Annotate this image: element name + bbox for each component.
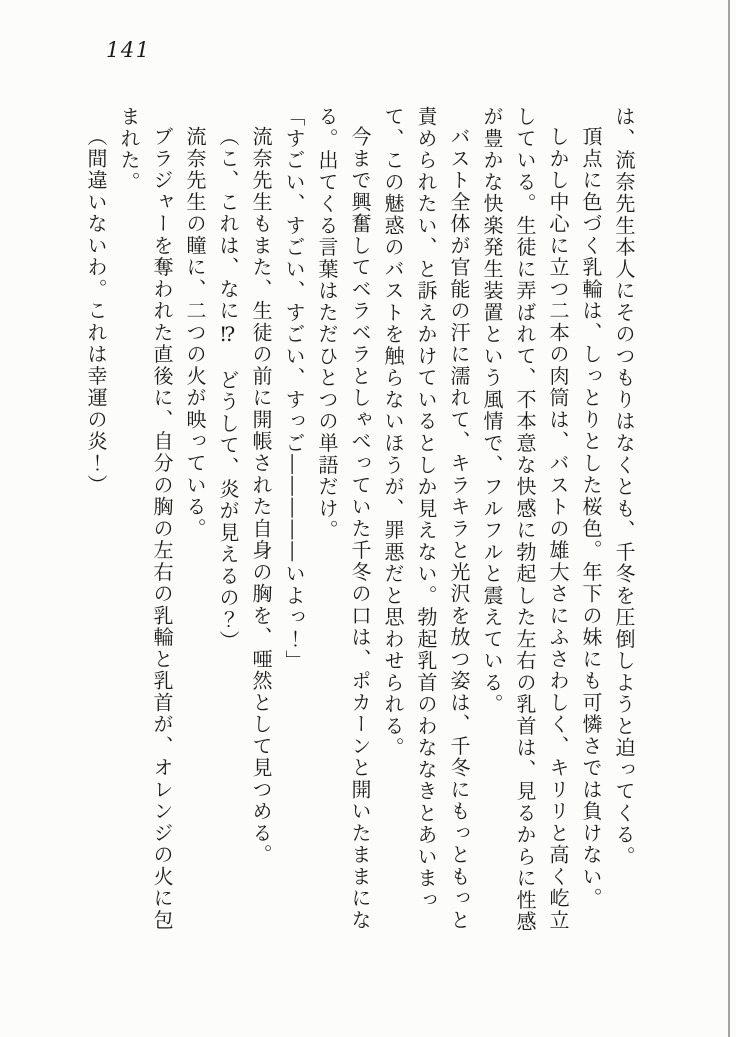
page-number: 141 — [106, 38, 151, 62]
paragraph: 今まで興奮してベラベラとしゃべっていた千冬の口は、ポカーンと開いたままになる。出てくる言葉はただひとつの単語だけ。 — [315, 106, 372, 932]
body-text — [74, 106, 640, 938]
paragraph: 頂点に色づく乳輪は、しっとりとした桜色。年下の妹にも可憐さでは負けない。 — [579, 126, 603, 910]
paragraph: 「すごい、すごい、すごい、すっご―――――いよっ！」 — [282, 106, 306, 672]
paragraph: しかし中心に立つ二本の肉筒は、バストの雄大さにふさわしく、キリリと高く屹立している。生徒に弄ばれて、不本意な快感に勃起した左右の乳首は、見るからに性感が豊かな快楽発生装置という風情で、フルフルと震えている。 — [480, 106, 570, 933]
page-edge-line — [728, 0, 730, 1037]
paragraph: バスト全体が官能の汗に濡れて、キラキラと光沢を放つ姿は、千冬にもっともっと責められたい、と訴えかけているとしか見えない。勃起乳首のわななきとあいまって、この魅惑のバストを触らないほうが、罪悪だと思わせられる。 — [381, 106, 471, 932]
paragraph: 流奈先生の瞳に、二つの火が映っている。 — [183, 126, 207, 540]
paragraph: 流奈先生もまた、生徒の前に開帳された自身の胸を、唖然として見つめる。 — [249, 126, 273, 866]
paragraph: （こ、これは、なに⁉ どうして、炎が見えるの？） — [216, 126, 240, 653]
paragraph: ブラジャーを奪われた直後に、自分の胸の左右の乳輪と乳首が、オレンジの火に包まれた。 — [117, 106, 174, 932]
paragraph: （間違いないわ。これは幸運の炎！） — [84, 126, 108, 496]
paragraph: は、流奈先生本人にそのつもりはなくとも、千冬を圧倒しようと迫ってくる。 — [612, 106, 636, 868]
